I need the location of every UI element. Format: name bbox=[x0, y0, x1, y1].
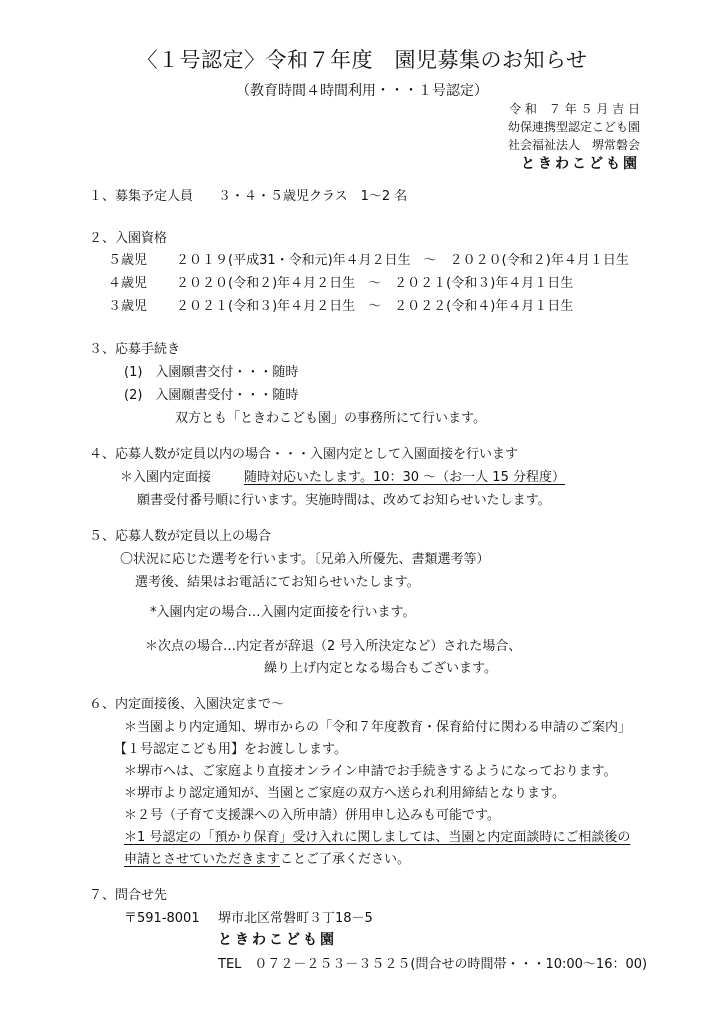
contact-school-name: ときわこども園 bbox=[218, 932, 337, 948]
page-subtitle: （教育時間４時間利用・・・１号認定） bbox=[236, 83, 488, 99]
selection-line-1: 〇状況に応じた選考を行います。〔兄弟入所優先、書類選考等） bbox=[120, 552, 490, 567]
eligibility-age-3: ３歳児 bbox=[108, 299, 148, 314]
process-line-4: ＊堺市より認定通知が、当園とご家庭の双方へ送られ利用締結となります。 bbox=[124, 786, 565, 801]
section-2-heading: ２、入園資格 bbox=[89, 231, 168, 246]
process-line-7 bbox=[124, 848, 410, 867]
page-title: 〈１号認定〉令和７年度 園児募集のお知らせ bbox=[136, 48, 588, 72]
procedure-item-2: (2) 入園願書受付・・・随時 bbox=[124, 388, 299, 403]
selection-line-2: 選考後、結果はお電話にてお知らせいたします。 bbox=[135, 575, 420, 590]
section-7-heading: ７、問合せ先 bbox=[89, 888, 168, 903]
section-3-heading: ３、応募手続き bbox=[89, 342, 181, 357]
process-line-7-underlined: 申請とさせていただきます bbox=[124, 852, 281, 867]
process-line-6: ＊1 号認定の「預かり保育」受け入れに関しましては、当園と内定面談時にご相談後の bbox=[124, 830, 631, 845]
contact-tel: TEL ０７２－２５３－３５２５(問合せの時間帯・・・10:00～16：00) bbox=[218, 957, 648, 972]
interview-order: 願書受付番号順に行います。実施時間は、改めてお知らせいたします。 bbox=[137, 493, 551, 508]
section-6-heading: ６、内定面接後、入園決定まで～ bbox=[89, 697, 285, 712]
process-line-3: ＊堺市へは、ご家庭より直接オンライン申請でお手続きするようになっております。 bbox=[124, 764, 617, 779]
section-5-heading: ５、応募人数が定員以上の場合 bbox=[89, 529, 272, 544]
eligibility-range-3: ２０２１(令和３)年４月２日生 ～ ２０２２(令和４)年４月１日生 bbox=[176, 299, 574, 314]
selection-line-3: *入園内定の場合…入園内定面接を行います。 bbox=[150, 605, 416, 620]
selection-line-5: 繰り上げ内定となる場合もございます。 bbox=[264, 661, 497, 676]
interview-time: 随時対応いたします。10：30 ～（お一人 15 分程度） bbox=[244, 470, 565, 485]
process-line-1: ＊当園より内定通知、堺市からの「令和７年度教育・保育給付に関わる申請のご案内」 bbox=[124, 720, 632, 735]
procedure-note: 双方とも「ときわこども園」の事務所にて行います。 bbox=[175, 411, 486, 426]
process-line-5: ＊２号（子育て支援課への入所申請）併用申し込みも可能です。 bbox=[124, 808, 500, 823]
procedure-item-1: (1) 入園願書交付・・・随時 bbox=[124, 365, 299, 380]
address: 堺市北区常磐町３丁18－5 bbox=[218, 911, 373, 926]
eligibility-age-4: ４歳児 bbox=[108, 276, 148, 291]
eligibility-range-5: ２０１９(平成31・令和元)年４月２日生 ～ ２０２０(令和２)年４月１日生 bbox=[176, 253, 629, 268]
org-type: 幼保連携型認定こども園 bbox=[507, 120, 640, 134]
corporation-name: 社会福祉法人 堺常磐会 bbox=[507, 138, 640, 152]
issue-date: 令 和 ７ 年 ５ 月 吉 日 bbox=[509, 102, 640, 116]
interview-label: ＊入園内定面接 bbox=[120, 470, 212, 485]
section-1-detail: ３・４・５歳児クラス 1～2 名 bbox=[218, 189, 408, 204]
process-line-2: 【１号認定こども用】をお渡しします。 bbox=[114, 742, 347, 757]
postal-code: 〒591-8001 bbox=[124, 911, 200, 926]
section-1-heading: １、募集予定人員 bbox=[89, 189, 194, 204]
eligibility-range-4: ２０２０(令和２)年４月２日生 ～ ２０２１(令和３)年４月１日生 bbox=[176, 276, 574, 291]
school-name: ときわこども園 bbox=[521, 156, 640, 172]
eligibility-age-5: ５歳児 bbox=[108, 253, 148, 268]
process-line-7-rest: ことご了承ください。 bbox=[280, 852, 411, 867]
section-4-heading: ４、応募人数が定員以内の場合・・・入園内定として入園面接を行います bbox=[89, 447, 519, 462]
selection-line-4: ＊次点の場合…内定者が辞退（2 号入所決定など）された場合、 bbox=[145, 639, 522, 654]
